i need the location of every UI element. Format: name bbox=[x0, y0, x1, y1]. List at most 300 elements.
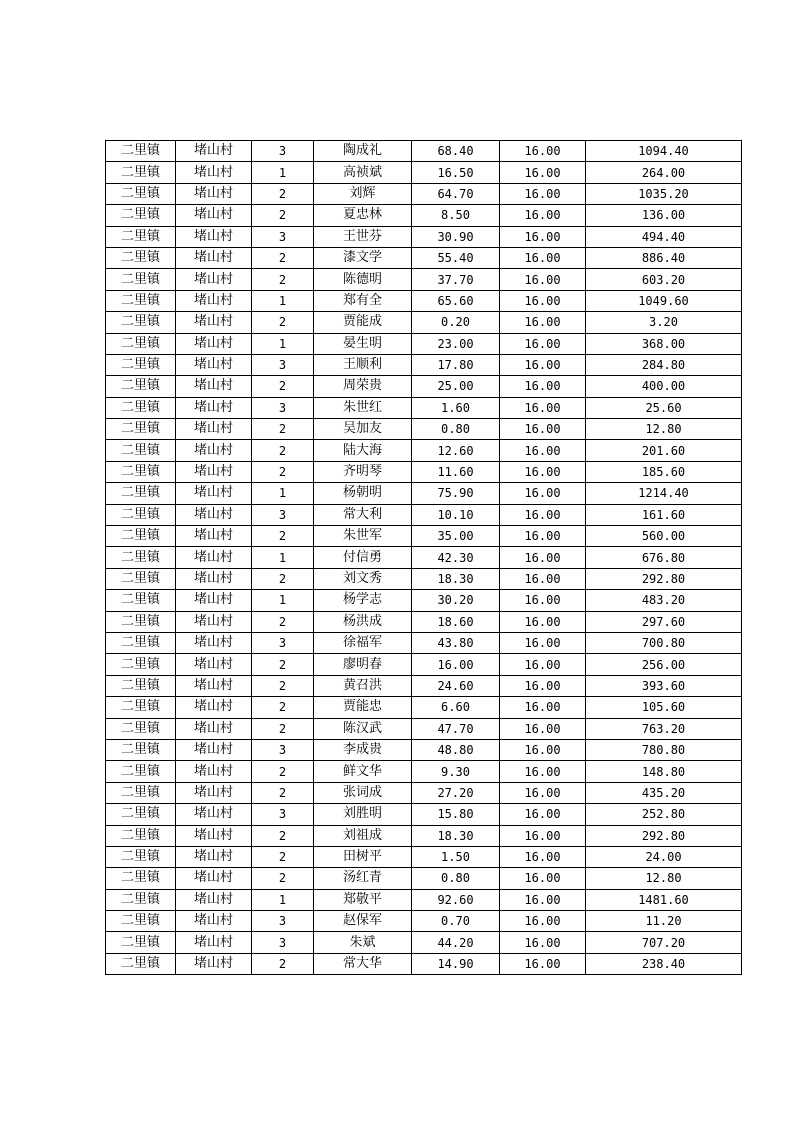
area-cell: 12.60 bbox=[412, 440, 500, 461]
village-cell: 堵山村 bbox=[176, 226, 252, 247]
area-cell: 18.30 bbox=[412, 825, 500, 846]
name-cell: 朱世红 bbox=[314, 397, 412, 418]
rate-cell: 16.00 bbox=[500, 333, 586, 354]
data-table bbox=[105, 140, 742, 975]
village-cell: 堵山村 bbox=[176, 526, 252, 547]
rate-cell: 16.00 bbox=[500, 654, 586, 675]
name-cell: 刘祖成 bbox=[314, 825, 412, 846]
amount-cell: 1094.40 bbox=[586, 141, 742, 162]
group-cell: 1 bbox=[252, 889, 314, 910]
amount-cell: 252.80 bbox=[586, 804, 742, 825]
rate-cell: 16.00 bbox=[500, 825, 586, 846]
rate-cell: 16.00 bbox=[500, 547, 586, 568]
rate-cell: 16.00 bbox=[500, 504, 586, 525]
amount-cell: 297.60 bbox=[586, 611, 742, 632]
rate-cell: 16.00 bbox=[500, 312, 586, 333]
amount-cell: 393.60 bbox=[586, 675, 742, 696]
village-cell: 堵山村 bbox=[176, 333, 252, 354]
town-cell: 二里镇 bbox=[106, 825, 176, 846]
town-cell: 二里镇 bbox=[106, 183, 176, 204]
amount-cell: 483.20 bbox=[586, 590, 742, 611]
village-cell: 堵山村 bbox=[176, 654, 252, 675]
table-row bbox=[106, 183, 742, 204]
table-row bbox=[106, 504, 742, 525]
town-cell: 二里镇 bbox=[106, 269, 176, 290]
rate-cell: 16.00 bbox=[500, 782, 586, 803]
rate-cell: 16.00 bbox=[500, 697, 586, 718]
amount-cell: 136.00 bbox=[586, 205, 742, 226]
village-cell: 堵山村 bbox=[176, 290, 252, 311]
village-cell: 堵山村 bbox=[176, 141, 252, 162]
area-cell: 0.80 bbox=[412, 868, 500, 889]
table-row bbox=[106, 568, 742, 589]
name-cell: 齐明琴 bbox=[314, 461, 412, 482]
name-cell: 田树平 bbox=[314, 846, 412, 867]
table-row bbox=[106, 483, 742, 504]
area-cell: 1.60 bbox=[412, 397, 500, 418]
rate-cell: 16.00 bbox=[500, 376, 586, 397]
village-cell: 堵山村 bbox=[176, 547, 252, 568]
town-cell: 二里镇 bbox=[106, 846, 176, 867]
village-cell: 堵山村 bbox=[176, 932, 252, 953]
rate-cell: 16.00 bbox=[500, 568, 586, 589]
table-row bbox=[106, 333, 742, 354]
area-cell: 75.90 bbox=[412, 483, 500, 504]
amount-cell: 763.20 bbox=[586, 718, 742, 739]
rate-cell: 16.00 bbox=[500, 889, 586, 910]
town-cell: 二里镇 bbox=[106, 697, 176, 718]
name-cell: 赵保军 bbox=[314, 911, 412, 932]
amount-cell: 185.60 bbox=[586, 461, 742, 482]
name-cell: 贾能忠 bbox=[314, 697, 412, 718]
village-cell: 堵山村 bbox=[176, 504, 252, 525]
area-cell: 43.80 bbox=[412, 632, 500, 653]
town-cell: 二里镇 bbox=[106, 804, 176, 825]
amount-cell: 603.20 bbox=[586, 269, 742, 290]
group-cell: 1 bbox=[252, 547, 314, 568]
table-row bbox=[106, 440, 742, 461]
table-row bbox=[106, 247, 742, 268]
name-cell: 汤红青 bbox=[314, 868, 412, 889]
table-row bbox=[106, 889, 742, 910]
name-cell: 陆大海 bbox=[314, 440, 412, 461]
amount-cell: 238.40 bbox=[586, 953, 742, 974]
town-cell: 二里镇 bbox=[106, 483, 176, 504]
village-cell: 堵山村 bbox=[176, 397, 252, 418]
area-cell: 16.00 bbox=[412, 654, 500, 675]
group-cell: 2 bbox=[252, 461, 314, 482]
rate-cell: 16.00 bbox=[500, 718, 586, 739]
name-cell: 张词成 bbox=[314, 782, 412, 803]
area-cell: 0.20 bbox=[412, 312, 500, 333]
group-cell: 2 bbox=[252, 697, 314, 718]
town-cell: 二里镇 bbox=[106, 312, 176, 333]
name-cell: 杨朝明 bbox=[314, 483, 412, 504]
town-cell: 二里镇 bbox=[106, 782, 176, 803]
group-cell: 1 bbox=[252, 483, 314, 504]
group-cell: 3 bbox=[252, 932, 314, 953]
name-cell: 常大华 bbox=[314, 953, 412, 974]
rate-cell: 16.00 bbox=[500, 868, 586, 889]
amount-cell: 11.20 bbox=[586, 911, 742, 932]
name-cell: 李成贵 bbox=[314, 739, 412, 760]
rate-cell: 16.00 bbox=[500, 461, 586, 482]
name-cell: 刘胜明 bbox=[314, 804, 412, 825]
area-cell: 65.60 bbox=[412, 290, 500, 311]
rate-cell: 16.00 bbox=[500, 675, 586, 696]
village-cell: 堵山村 bbox=[176, 354, 252, 375]
table-row bbox=[106, 269, 742, 290]
group-cell: 1 bbox=[252, 162, 314, 183]
town-cell: 二里镇 bbox=[106, 675, 176, 696]
table-row bbox=[106, 354, 742, 375]
area-cell: 10.10 bbox=[412, 504, 500, 525]
amount-cell: 707.20 bbox=[586, 932, 742, 953]
town-cell: 二里镇 bbox=[106, 547, 176, 568]
name-cell: 黄召洪 bbox=[314, 675, 412, 696]
rate-cell: 16.00 bbox=[500, 269, 586, 290]
town-cell: 二里镇 bbox=[106, 354, 176, 375]
group-cell: 2 bbox=[252, 611, 314, 632]
town-cell: 二里镇 bbox=[106, 590, 176, 611]
area-cell: 23.00 bbox=[412, 333, 500, 354]
table-row bbox=[106, 654, 742, 675]
town-cell: 二里镇 bbox=[106, 247, 176, 268]
town-cell: 二里镇 bbox=[106, 205, 176, 226]
group-cell: 3 bbox=[252, 504, 314, 525]
group-cell: 3 bbox=[252, 354, 314, 375]
rate-cell: 16.00 bbox=[500, 226, 586, 247]
group-cell: 1 bbox=[252, 590, 314, 611]
area-cell: 16.50 bbox=[412, 162, 500, 183]
area-cell: 9.30 bbox=[412, 761, 500, 782]
rate-cell: 16.00 bbox=[500, 526, 586, 547]
town-cell: 二里镇 bbox=[106, 568, 176, 589]
group-cell: 3 bbox=[252, 632, 314, 653]
village-cell: 堵山村 bbox=[176, 804, 252, 825]
amount-cell: 1049.60 bbox=[586, 290, 742, 311]
village-cell: 堵山村 bbox=[176, 889, 252, 910]
village-cell: 堵山村 bbox=[176, 782, 252, 803]
area-cell: 0.70 bbox=[412, 911, 500, 932]
area-cell: 14.90 bbox=[412, 953, 500, 974]
name-cell: 王世芬 bbox=[314, 226, 412, 247]
rate-cell: 16.00 bbox=[500, 739, 586, 760]
name-cell: 郑敬平 bbox=[314, 889, 412, 910]
amount-cell: 148.80 bbox=[586, 761, 742, 782]
area-cell: 48.80 bbox=[412, 739, 500, 760]
area-cell: 18.60 bbox=[412, 611, 500, 632]
group-cell: 2 bbox=[252, 782, 314, 803]
group-cell: 2 bbox=[252, 526, 314, 547]
area-cell: 30.20 bbox=[412, 590, 500, 611]
town-cell: 二里镇 bbox=[106, 226, 176, 247]
town-cell: 二里镇 bbox=[106, 654, 176, 675]
town-cell: 二里镇 bbox=[106, 376, 176, 397]
rate-cell: 16.00 bbox=[500, 804, 586, 825]
table-row bbox=[106, 611, 742, 632]
village-cell: 堵山村 bbox=[176, 953, 252, 974]
table-row bbox=[106, 739, 742, 760]
area-cell: 0.80 bbox=[412, 419, 500, 440]
table-row bbox=[106, 761, 742, 782]
name-cell: 常大利 bbox=[314, 504, 412, 525]
area-cell: 11.60 bbox=[412, 461, 500, 482]
amount-cell: 780.80 bbox=[586, 739, 742, 760]
name-cell: 高祯斌 bbox=[314, 162, 412, 183]
group-cell: 2 bbox=[252, 654, 314, 675]
table-row bbox=[106, 141, 742, 162]
rate-cell: 16.00 bbox=[500, 247, 586, 268]
village-cell: 堵山村 bbox=[176, 247, 252, 268]
village-cell: 堵山村 bbox=[176, 590, 252, 611]
name-cell: 杨学志 bbox=[314, 590, 412, 611]
table-row bbox=[106, 526, 742, 547]
rate-cell: 16.00 bbox=[500, 611, 586, 632]
town-cell: 二里镇 bbox=[106, 419, 176, 440]
name-cell: 陶成礼 bbox=[314, 141, 412, 162]
village-cell: 堵山村 bbox=[176, 632, 252, 653]
group-cell: 2 bbox=[252, 568, 314, 589]
town-cell: 二里镇 bbox=[106, 526, 176, 547]
village-cell: 堵山村 bbox=[176, 461, 252, 482]
town-cell: 二里镇 bbox=[106, 632, 176, 653]
village-cell: 堵山村 bbox=[176, 611, 252, 632]
area-cell: 35.00 bbox=[412, 526, 500, 547]
table-row bbox=[106, 804, 742, 825]
name-cell: 漆文学 bbox=[314, 247, 412, 268]
name-cell: 夏忠林 bbox=[314, 205, 412, 226]
village-cell: 堵山村 bbox=[176, 162, 252, 183]
table-row bbox=[106, 162, 742, 183]
name-cell: 陈德明 bbox=[314, 269, 412, 290]
area-cell: 17.80 bbox=[412, 354, 500, 375]
village-cell: 堵山村 bbox=[176, 419, 252, 440]
area-cell: 15.80 bbox=[412, 804, 500, 825]
table-row bbox=[106, 419, 742, 440]
amount-cell: 676.80 bbox=[586, 547, 742, 568]
village-cell: 堵山村 bbox=[176, 739, 252, 760]
name-cell: 王顺利 bbox=[314, 354, 412, 375]
village-cell: 堵山村 bbox=[176, 825, 252, 846]
name-cell: 付信勇 bbox=[314, 547, 412, 568]
table-row bbox=[106, 782, 742, 803]
village-cell: 堵山村 bbox=[176, 269, 252, 290]
town-cell: 二里镇 bbox=[106, 333, 176, 354]
group-cell: 3 bbox=[252, 397, 314, 418]
area-cell: 44.20 bbox=[412, 932, 500, 953]
group-cell: 2 bbox=[252, 718, 314, 739]
table-row bbox=[106, 911, 742, 932]
group-cell: 2 bbox=[252, 205, 314, 226]
town-cell: 二里镇 bbox=[106, 739, 176, 760]
amount-cell: 560.00 bbox=[586, 526, 742, 547]
amount-cell: 256.00 bbox=[586, 654, 742, 675]
name-cell: 周荣贵 bbox=[314, 376, 412, 397]
amount-cell: 886.40 bbox=[586, 247, 742, 268]
table-row bbox=[106, 547, 742, 568]
table-row bbox=[106, 953, 742, 974]
name-cell: 吴加友 bbox=[314, 419, 412, 440]
table-row bbox=[106, 205, 742, 226]
village-cell: 堵山村 bbox=[176, 183, 252, 204]
table-row bbox=[106, 376, 742, 397]
name-cell: 晏生明 bbox=[314, 333, 412, 354]
name-cell: 郑有全 bbox=[314, 290, 412, 311]
village-cell: 堵山村 bbox=[176, 761, 252, 782]
group-cell: 2 bbox=[252, 440, 314, 461]
amount-cell: 161.60 bbox=[586, 504, 742, 525]
area-cell: 30.90 bbox=[412, 226, 500, 247]
town-cell: 二里镇 bbox=[106, 504, 176, 525]
group-cell: 2 bbox=[252, 846, 314, 867]
rate-cell: 16.00 bbox=[500, 846, 586, 867]
group-cell: 3 bbox=[252, 739, 314, 760]
table-row bbox=[106, 675, 742, 696]
town-cell: 二里镇 bbox=[106, 932, 176, 953]
village-cell: 堵山村 bbox=[176, 846, 252, 867]
group-cell: 2 bbox=[252, 312, 314, 333]
amount-cell: 292.80 bbox=[586, 568, 742, 589]
town-cell: 二里镇 bbox=[106, 461, 176, 482]
village-cell: 堵山村 bbox=[176, 697, 252, 718]
town-cell: 二里镇 bbox=[106, 141, 176, 162]
name-cell: 廖明春 bbox=[314, 654, 412, 675]
village-cell: 堵山村 bbox=[176, 312, 252, 333]
group-cell: 2 bbox=[252, 419, 314, 440]
town-cell: 二里镇 bbox=[106, 440, 176, 461]
town-cell: 二里镇 bbox=[106, 953, 176, 974]
rate-cell: 16.00 bbox=[500, 290, 586, 311]
area-cell: 64.70 bbox=[412, 183, 500, 204]
town-cell: 二里镇 bbox=[106, 868, 176, 889]
rate-cell: 16.00 bbox=[500, 162, 586, 183]
group-cell: 1 bbox=[252, 290, 314, 311]
table-row bbox=[106, 312, 742, 333]
name-cell: 朱斌 bbox=[314, 932, 412, 953]
name-cell: 朱世军 bbox=[314, 526, 412, 547]
area-cell: 1.50 bbox=[412, 846, 500, 867]
table-row bbox=[106, 226, 742, 247]
rate-cell: 16.00 bbox=[500, 183, 586, 204]
village-cell: 堵山村 bbox=[176, 568, 252, 589]
amount-cell: 400.00 bbox=[586, 376, 742, 397]
town-cell: 二里镇 bbox=[106, 889, 176, 910]
name-cell: 鲜文华 bbox=[314, 761, 412, 782]
table-row bbox=[106, 868, 742, 889]
group-cell: 3 bbox=[252, 911, 314, 932]
town-cell: 二里镇 bbox=[106, 611, 176, 632]
area-cell: 42.30 bbox=[412, 547, 500, 568]
amount-cell: 700.80 bbox=[586, 632, 742, 653]
name-cell: 徐福军 bbox=[314, 632, 412, 653]
amount-cell: 368.00 bbox=[586, 333, 742, 354]
rate-cell: 16.00 bbox=[500, 590, 586, 611]
group-cell: 3 bbox=[252, 226, 314, 247]
amount-cell: 264.00 bbox=[586, 162, 742, 183]
area-cell: 55.40 bbox=[412, 247, 500, 268]
table-row bbox=[106, 632, 742, 653]
town-cell: 二里镇 bbox=[106, 397, 176, 418]
area-cell: 25.00 bbox=[412, 376, 500, 397]
village-cell: 堵山村 bbox=[176, 868, 252, 889]
amount-cell: 494.40 bbox=[586, 226, 742, 247]
table-row bbox=[106, 718, 742, 739]
table-row bbox=[106, 932, 742, 953]
village-cell: 堵山村 bbox=[176, 440, 252, 461]
group-cell: 2 bbox=[252, 825, 314, 846]
town-cell: 二里镇 bbox=[106, 911, 176, 932]
table-row bbox=[106, 290, 742, 311]
rate-cell: 16.00 bbox=[500, 761, 586, 782]
town-cell: 二里镇 bbox=[106, 290, 176, 311]
rate-cell: 16.00 bbox=[500, 419, 586, 440]
town-cell: 二里镇 bbox=[106, 761, 176, 782]
group-cell: 2 bbox=[252, 247, 314, 268]
table-row bbox=[106, 846, 742, 867]
amount-cell: 201.60 bbox=[586, 440, 742, 461]
amount-cell: 3.20 bbox=[586, 312, 742, 333]
village-cell: 堵山村 bbox=[176, 675, 252, 696]
name-cell: 陈汉武 bbox=[314, 718, 412, 739]
name-cell: 贾能成 bbox=[314, 312, 412, 333]
area-cell: 27.20 bbox=[412, 782, 500, 803]
rate-cell: 16.00 bbox=[500, 932, 586, 953]
village-cell: 堵山村 bbox=[176, 718, 252, 739]
name-cell: 刘辉 bbox=[314, 183, 412, 204]
table-body bbox=[106, 141, 742, 975]
group-cell: 1 bbox=[252, 333, 314, 354]
amount-cell: 1214.40 bbox=[586, 483, 742, 504]
amount-cell: 292.80 bbox=[586, 825, 742, 846]
town-cell: 二里镇 bbox=[106, 718, 176, 739]
table-row bbox=[106, 825, 742, 846]
table-row bbox=[106, 590, 742, 611]
rate-cell: 16.00 bbox=[500, 205, 586, 226]
group-cell: 3 bbox=[252, 804, 314, 825]
name-cell: 杨洪成 bbox=[314, 611, 412, 632]
area-cell: 68.40 bbox=[412, 141, 500, 162]
rate-cell: 16.00 bbox=[500, 632, 586, 653]
table-row bbox=[106, 397, 742, 418]
group-cell: 3 bbox=[252, 141, 314, 162]
area-cell: 47.70 bbox=[412, 718, 500, 739]
amount-cell: 105.60 bbox=[586, 697, 742, 718]
town-cell: 二里镇 bbox=[106, 162, 176, 183]
group-cell: 2 bbox=[252, 269, 314, 290]
group-cell: 2 bbox=[252, 183, 314, 204]
village-cell: 堵山村 bbox=[176, 911, 252, 932]
rate-cell: 16.00 bbox=[500, 354, 586, 375]
amount-cell: 24.00 bbox=[586, 846, 742, 867]
rate-cell: 16.00 bbox=[500, 953, 586, 974]
area-cell: 92.60 bbox=[412, 889, 500, 910]
amount-cell: 1035.20 bbox=[586, 183, 742, 204]
amount-cell: 284.80 bbox=[586, 354, 742, 375]
village-cell: 堵山村 bbox=[176, 205, 252, 226]
group-cell: 2 bbox=[252, 376, 314, 397]
amount-cell: 435.20 bbox=[586, 782, 742, 803]
area-cell: 37.70 bbox=[412, 269, 500, 290]
group-cell: 2 bbox=[252, 953, 314, 974]
area-cell: 18.30 bbox=[412, 568, 500, 589]
village-cell: 堵山村 bbox=[176, 376, 252, 397]
amount-cell: 1481.60 bbox=[586, 889, 742, 910]
table-row bbox=[106, 461, 742, 482]
amount-cell: 12.80 bbox=[586, 419, 742, 440]
amount-cell: 12.80 bbox=[586, 868, 742, 889]
area-cell: 8.50 bbox=[412, 205, 500, 226]
